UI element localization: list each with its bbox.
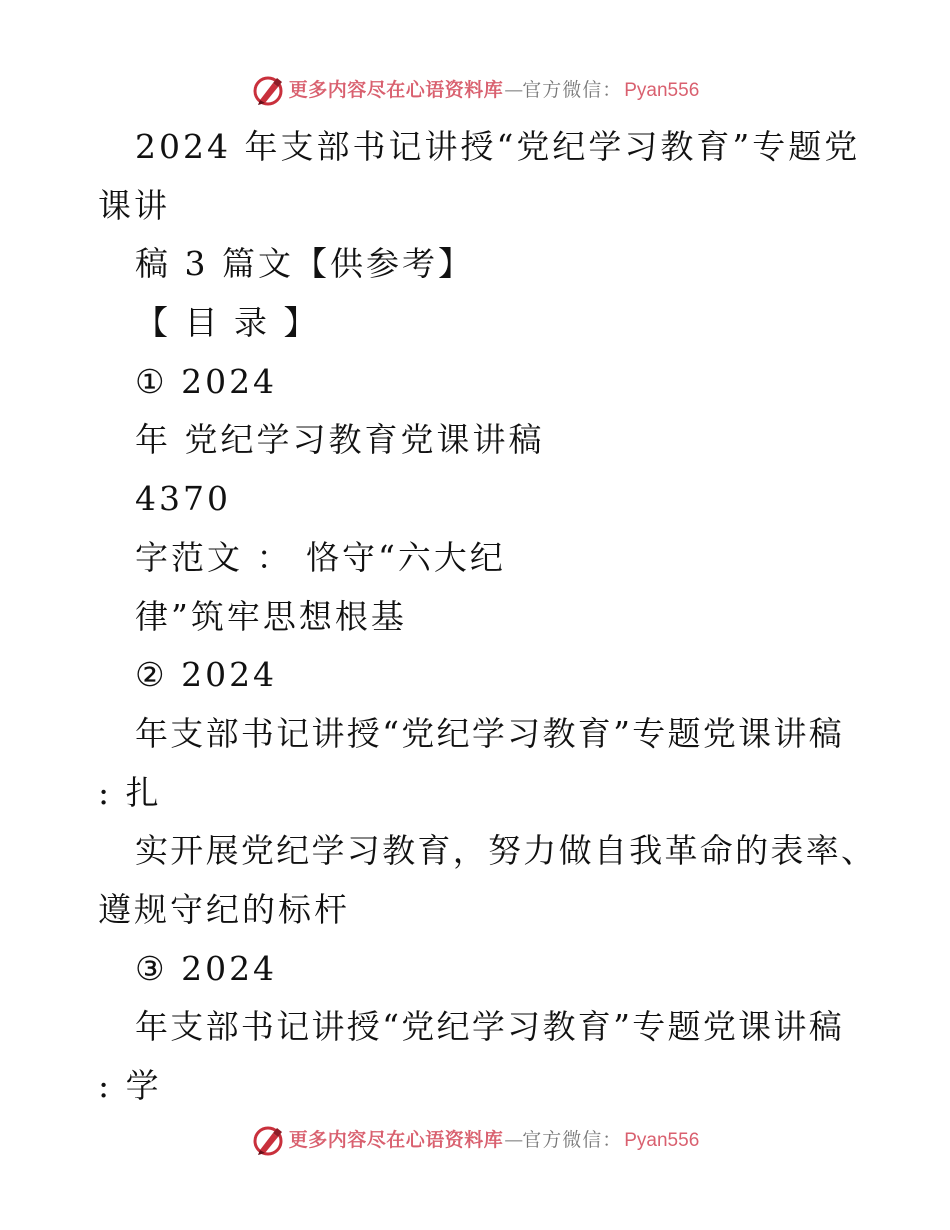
toc-item-3-line-1: 年支部书记讲授“党纪学习教育”专题党课讲稿 <box>135 1007 845 1047</box>
toc-item-1-number: ① 2024 <box>135 361 278 401</box>
footer-banner-official: 官方微信： <box>522 1128 623 1151</box>
toc-item-1-line-1: 年 党纪学习教育党课讲稿 <box>135 420 545 460</box>
footer-banner-main: 更多内容尽在心语资料库 <box>288 1128 504 1151</box>
toc-item-2-line-1: 年支部书记讲授“党纪学习教育”专题党课讲稿 <box>135 713 845 753</box>
footer-banner-dash: — <box>504 1128 522 1151</box>
pen-logo-icon <box>251 73 285 107</box>
header-banner-official: 官方微信： <box>522 78 623 101</box>
toc-item-2-line-4: 遵规守纪的标杆 <box>98 889 350 929</box>
toc-item-2-line-2: : 扎 <box>98 772 162 812</box>
toc-item-3-line-2: : 学 <box>98 1066 162 1105</box>
footer-banner <box>0 1120 950 1160</box>
header-banner-main: 更多内容尽在心语资料库 <box>288 78 504 101</box>
toc-heading: 【 目 录 】 <box>135 303 320 343</box>
doc-title-line-1: 2024 年支部书记讲授“党纪学习教育”专题党 <box>135 127 861 166</box>
header-banner-dash: — <box>504 78 522 101</box>
toc-item-2-number: ② 2024 <box>135 655 278 695</box>
footer-banner-text <box>288 1128 700 1151</box>
doc-title-line-3: 稿 3 篇文【供参考】 <box>135 244 474 284</box>
toc-item-3-number: ③ 2024 <box>135 948 278 988</box>
toc-item-1-line-2: 4370 <box>135 479 231 519</box>
toc-item-1-line-4: 律”筑牢思想根基 <box>135 596 407 636</box>
header-banner-wechat-id: Pyan556 <box>624 79 700 101</box>
header-banner <box>0 70 950 110</box>
toc-item-2-line-3: 实开展党纪学习教育，努力做自我革命的表率、 <box>135 831 877 871</box>
pen-logo-icon <box>251 1123 285 1157</box>
document-body <box>98 118 877 1116</box>
toc-item-1-line-3: 字范文 ： 恪守“六大纪 <box>135 537 506 577</box>
footer-banner-wechat-id: Pyan556 <box>624 1129 700 1151</box>
doc-title-line-2: 课讲 <box>98 185 170 225</box>
header-banner-text <box>288 78 700 101</box>
